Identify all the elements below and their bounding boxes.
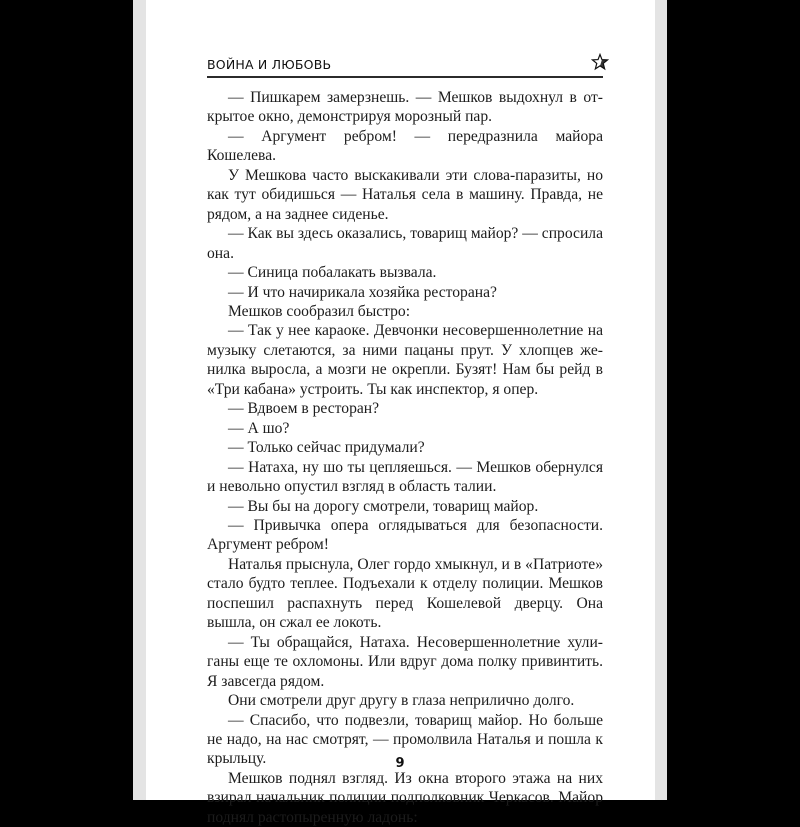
paragraph: — Натаха, ну шо ты цепляешься. — Мешков обернулся и невольно опустил взгляд в область талии. [207, 458, 603, 496]
paragraph: — Как вы здесь оказались, товарищ майор? — спросила она. [207, 225, 603, 262]
paragraph: — Только сейчас придумали? [228, 439, 425, 457]
paragraph: — Синица побалакать вызвала. [228, 264, 437, 282]
running-head [207, 54, 603, 78]
paragraph: — Привычка опера оглядываться для безопасности. Аргумент ребром! [207, 516, 603, 554]
paragraph: — Ты обращайся, Натаха. Несовершеннолетние хулиганы еще те охломоны. Или вдруг дома полку привинтить. Я завсегда рядом. [207, 633, 603, 690]
star-icon [591, 53, 609, 71]
paragraph: — Спасибо, что подвезли, товарищ майор. Но больше не надо, на нас смотрят, — промолвила Наталья и пошла к крыльцу. [207, 711, 603, 768]
paragraph: — И что начирикала хозяйка ресторана? [228, 283, 497, 301]
paragraph: — Аргумент ребром! — передразнила майора Кошелева. [207, 127, 603, 165]
page-number: 9 [395, 756, 405, 771]
paragraph: У Мешкова часто выскакивали эти слова-паразиты, но как тут обидишься — Наталья села в машину. Правда, не рядом, а на заднее сиденье. [207, 166, 603, 223]
paragraph: Наталья прыснула, Олег гордо хмыкнул, и в «Патриоте» стало будто теплее. Подъехали к отделу полиции. Мешков поспешил распахнуть перед Кошелевой дверцу. Она вышла, он сжал ее локоть. [207, 555, 603, 632]
paragraph: — Вы бы на дорогу смотрели, товарищ майор. [228, 497, 539, 515]
paragraph: Мешков сообразил быстро: [228, 302, 411, 320]
paragraph: — А шо? [228, 419, 290, 437]
paragraph: Они смотрели друг другу в глаза неприлично долго. [228, 692, 575, 710]
paragraph: — Пишкарем замерзнешь. — Мешков выдохнул в открытое окно, демонстрируя морозный пар. [207, 89, 603, 126]
paragraph: — Вдвоем в ресторан? [228, 400, 380, 418]
paragraph: — Так у нее караоке. Девчонки несовершеннолетние на музыку слетаются, за ними пацаны прут. У хлопцев женилка выросла, а мозги не окрепли. Бузят! Нам бы рейд в «Три кабана» устроить. Ты как инспектор, я опер. [207, 322, 603, 398]
paragraph: Мешков поднял взгляд. Из окна второго этажа на них взирал начальник полиции подполковник Черкасов. Майор поднял растопыренную ладонь: [207, 769, 603, 826]
running-title: ВОЙНА И ЛЮБОВЬ [207, 57, 332, 72]
body-text [207, 88, 603, 827]
